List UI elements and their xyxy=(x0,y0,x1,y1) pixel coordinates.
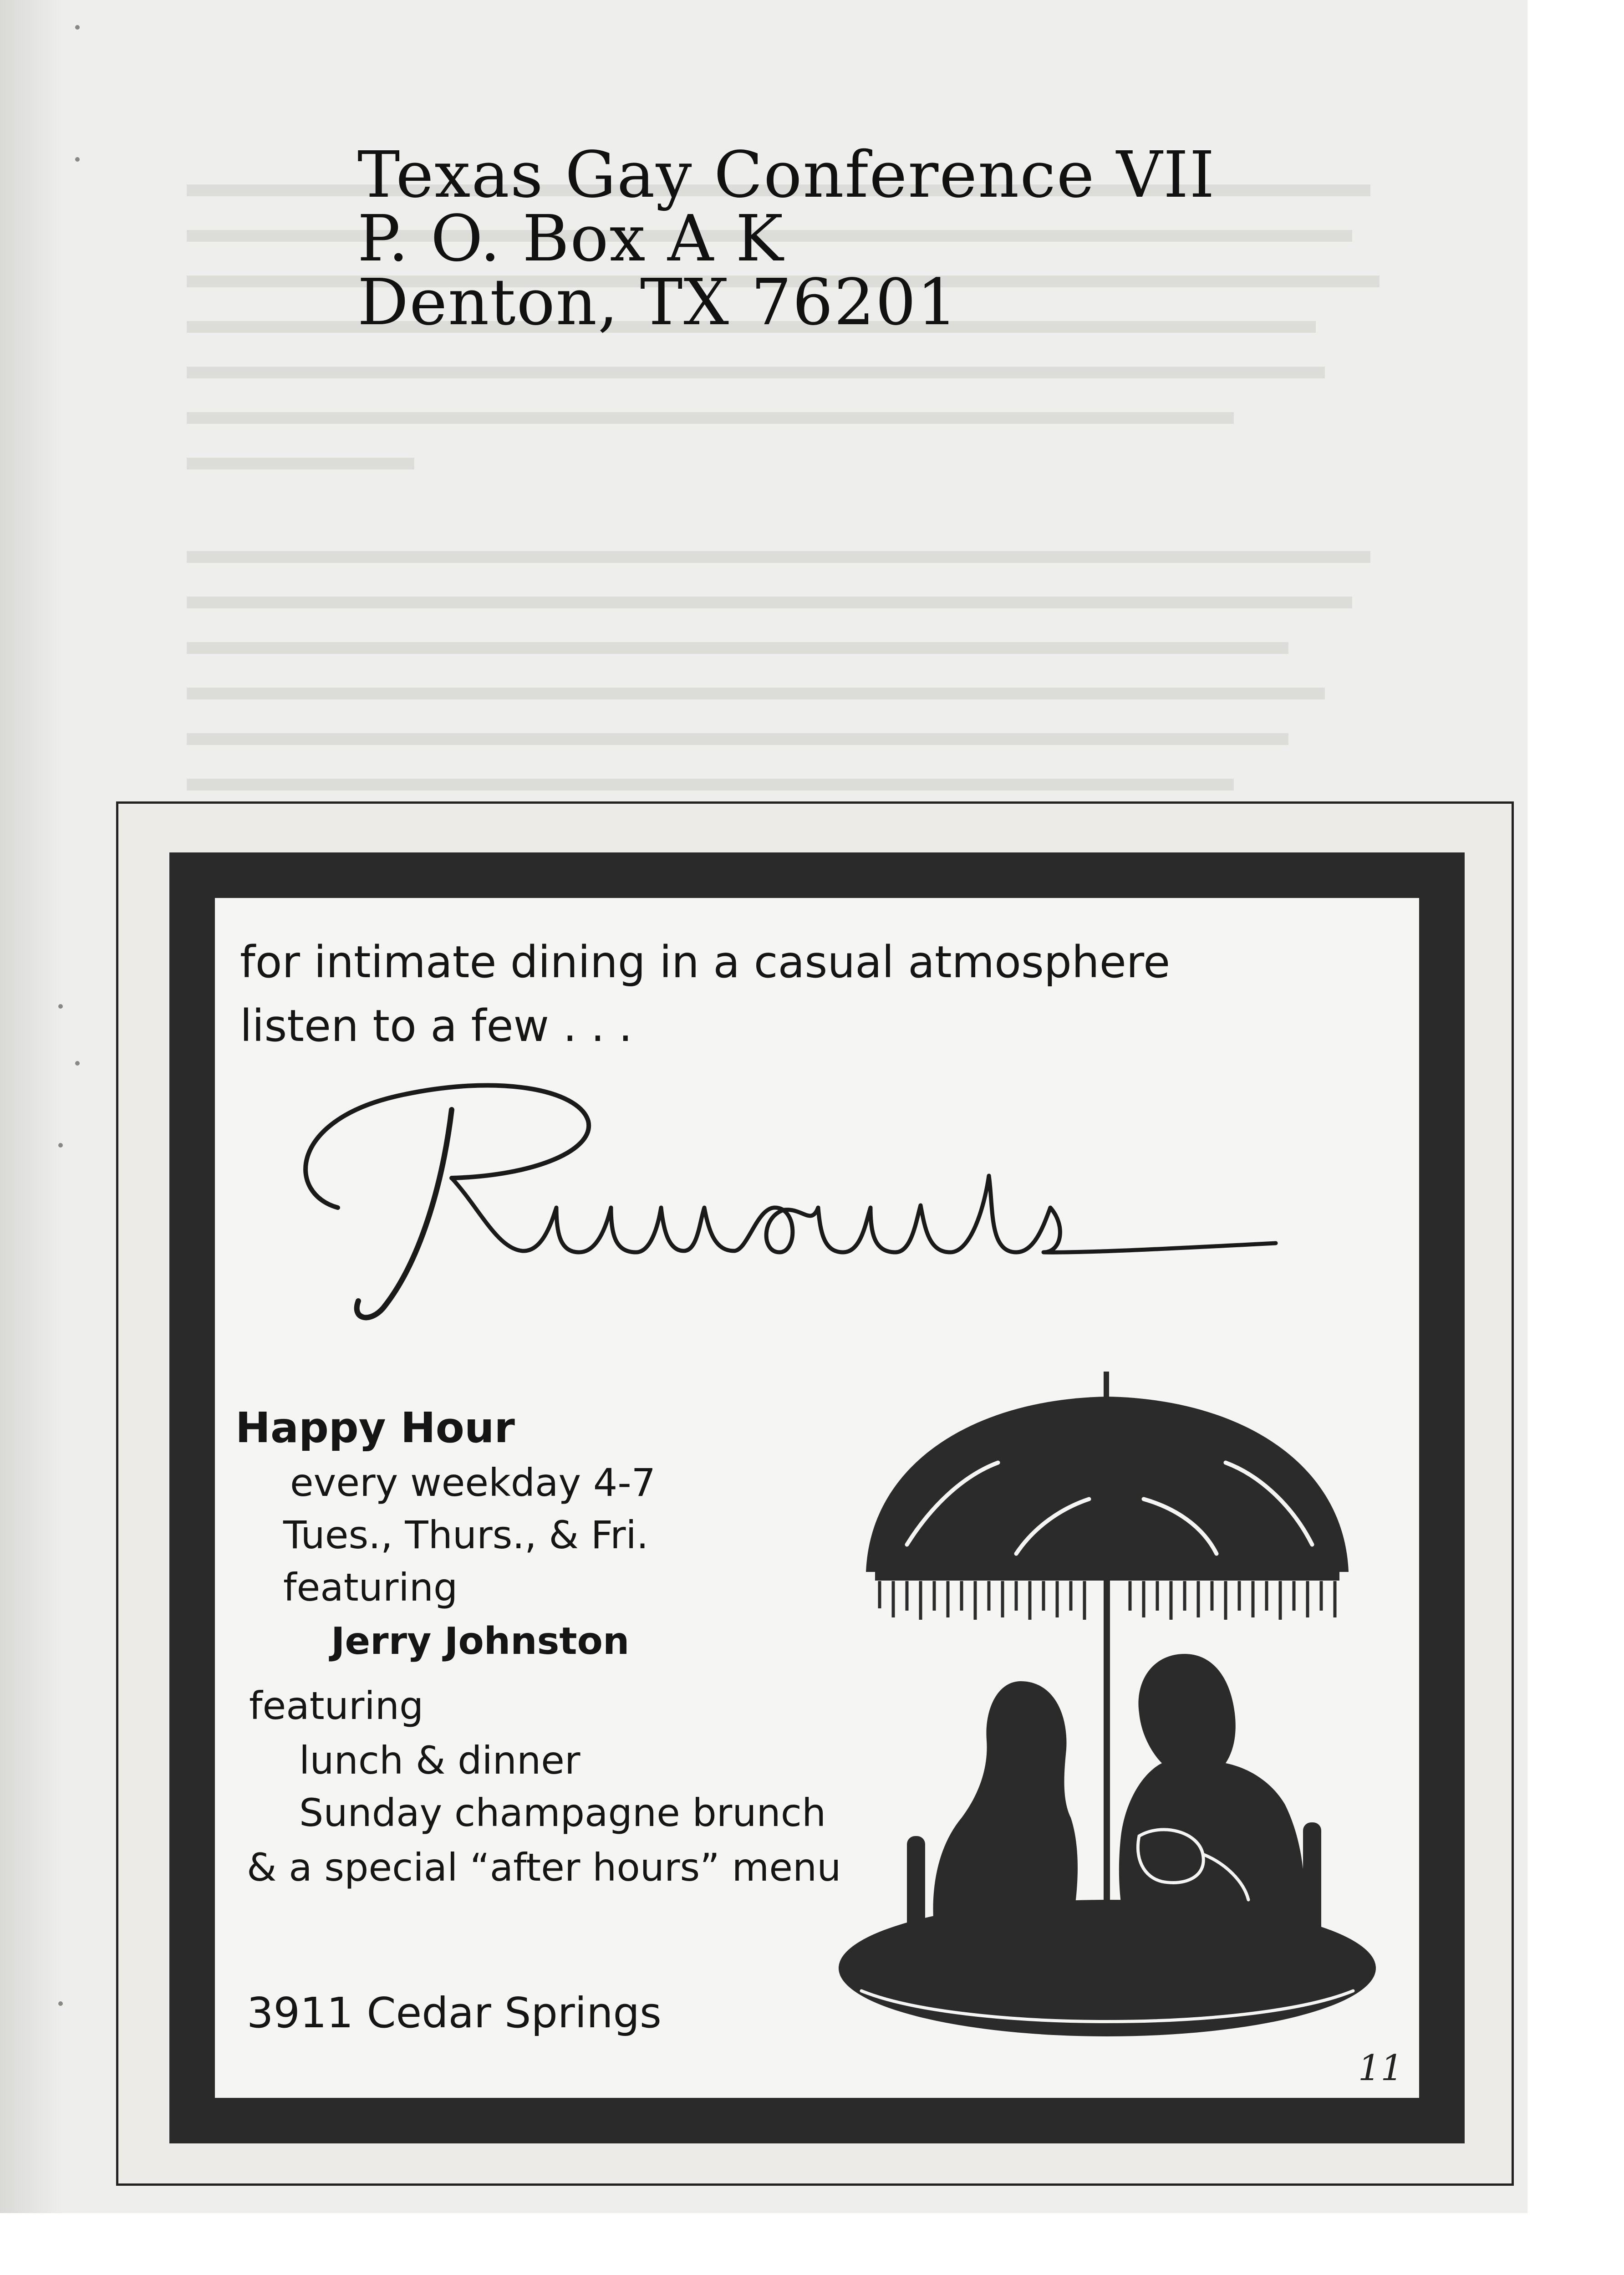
advertisement-content xyxy=(215,898,1419,2098)
menu-item-brunch: Sunday champagne brunch xyxy=(299,1790,826,1835)
featuring-label-menu: featuring xyxy=(249,1683,424,1728)
city-state-zip: Denton, TX 76201 xyxy=(357,265,958,340)
binding-hole-mark xyxy=(58,1143,63,1148)
menu-item-lunch-dinner: lunch & dinner xyxy=(299,1738,580,1783)
conference-address-block xyxy=(357,138,1359,340)
advertisement-outer-border xyxy=(116,801,1514,2186)
page-binding-shadow xyxy=(0,0,64,2213)
binding-hole-mark xyxy=(58,2001,63,2006)
rumours-logo xyxy=(260,1071,1308,1326)
performer-name: Jerry Johnston xyxy=(331,1620,630,1663)
po-box: P. O. Box A K xyxy=(357,202,784,276)
conference-name: Texas Gay Conference VII xyxy=(357,138,1216,212)
advertisement-frame xyxy=(169,852,1465,2143)
featuring-label: featuring xyxy=(283,1565,458,1610)
ad-tagline: for intimate dining in a casual atmosphere xyxy=(240,937,1171,988)
happy-hour-title: Happy Hour xyxy=(235,1403,515,1452)
menu-item-after-hours: & a special “after hours” menu xyxy=(247,1845,841,1890)
artist-signature: 11 xyxy=(1358,2048,1403,2089)
performance-days: Tues., Thurs., & Fri. xyxy=(283,1513,649,1557)
binding-hole-mark xyxy=(75,25,80,30)
couple-under-umbrella-illustration xyxy=(825,1362,1399,2045)
binding-hole-mark xyxy=(75,1061,80,1066)
binding-hole-mark xyxy=(75,157,80,162)
ad-tagline-continued: listen to a few . . . xyxy=(240,1000,633,1051)
binding-hole-mark xyxy=(58,1004,63,1009)
happy-hour-times: every weekday 4-7 xyxy=(290,1460,656,1505)
restaurant-street-address: 3911 Cedar Springs xyxy=(247,1989,662,2037)
